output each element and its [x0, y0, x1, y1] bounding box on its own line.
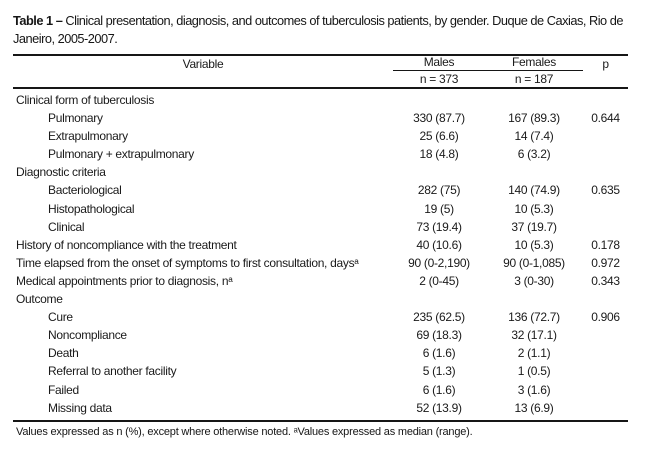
p-value [583, 163, 628, 181]
table-row [13, 290, 628, 308]
page [13, 12, 631, 439]
data-table [13, 54, 628, 422]
row-label: Clinical form of tuberculosis [16, 93, 155, 107]
row-label: Referral to another facility [48, 364, 177, 379]
males-value: 25 (6.6) [419, 129, 459, 144]
females-value: 13 (6.9) [514, 400, 554, 415]
females-value [485, 163, 583, 181]
females-value: 140 (74.9) [508, 183, 560, 198]
row-label: Time elapsed from the onset of symptoms to first consultation, daysᵃ [16, 255, 359, 270]
males-value [393, 91, 485, 109]
table-row [13, 254, 628, 272]
males-value: 2 (0-45) [419, 273, 459, 288]
table-row [13, 344, 628, 362]
row-label: Extrapulmonary [48, 129, 128, 144]
males-value: 18 (4.8) [419, 147, 459, 162]
p-value [583, 145, 628, 163]
males-value: 40 (10.6) [416, 237, 462, 252]
males-value: 69 (18.3) [416, 328, 462, 343]
males-value: 6 (1.6) [422, 346, 456, 361]
females-value: 3 (1.6) [517, 382, 551, 397]
table-row [13, 181, 628, 199]
females-value [485, 290, 583, 308]
table-row [13, 91, 628, 109]
males-value: 235 (62.5) [413, 310, 465, 325]
males-value: 282 (75) [417, 183, 461, 198]
males-value: 19 (5) [424, 201, 454, 216]
females-value: 90 (0-1,085) [503, 255, 565, 270]
table-row [13, 109, 628, 127]
row-label: Medical appointments prior to diagnosis, nᵃ [16, 273, 233, 288]
p-value [583, 344, 628, 362]
table-row [13, 399, 628, 417]
row-label: History of noncompliance with the treatment [16, 237, 237, 252]
p-value [583, 381, 628, 399]
p-value [583, 326, 628, 344]
females-value: 14 (7.4) [514, 129, 554, 144]
females-value [485, 91, 583, 109]
caption-text: Clinical presentation, diagnosis, and outcomes of tuberculosis patients, by gender. Duque de Caxias, Rio de Janeiro, 2005-2007. [13, 13, 623, 46]
p-value: 0.635 [591, 183, 620, 198]
males-value [393, 163, 485, 181]
table-row [13, 200, 628, 218]
males-n-subheader: n = 373 [419, 72, 459, 86]
variable-column-header: Variable [182, 57, 224, 71]
females-n-subheader: n = 187 [514, 72, 554, 86]
males-value: 6 (1.6) [422, 382, 456, 397]
table-header [13, 54, 628, 89]
table-footnote: Values expressed as n (%), except where otherwise noted. ᵃValues expressed as median (range). [16, 425, 473, 438]
row-label: Outcome [16, 292, 63, 307]
males-value: 73 (19.4) [416, 219, 462, 234]
males-value: 52 (13.9) [416, 400, 462, 415]
p-value [583, 218, 628, 236]
table-row [13, 127, 628, 145]
row-label: Death [48, 346, 79, 361]
row-label: Missing data [48, 400, 112, 415]
females-value: 10 (5.3) [514, 201, 554, 216]
p-value: 0.906 [591, 310, 620, 325]
p-value: 0.343 [591, 273, 620, 288]
table-row [13, 272, 628, 290]
p-value [583, 362, 628, 380]
table-row [13, 362, 628, 380]
females-value: 32 (17.1) [511, 328, 557, 343]
table-row [13, 381, 628, 399]
row-label: Pulmonary + extrapulmonary [48, 147, 194, 162]
p-value [583, 127, 628, 145]
p-value: 0.644 [591, 111, 620, 126]
table-row [13, 308, 628, 326]
p-value [583, 91, 628, 109]
row-label: Histopathological [48, 201, 135, 216]
p-column-header: p [602, 57, 609, 71]
table-row [13, 145, 628, 163]
row-label: Cure [48, 310, 73, 325]
caption-number: Table 1 – [13, 13, 63, 28]
row-label: Pulmonary [48, 111, 103, 126]
females-value: 136 (72.7) [508, 310, 560, 325]
females-value: 167 (89.3) [508, 111, 560, 126]
males-value: 5 (1.3) [422, 364, 456, 379]
males-column-header: Males [393, 55, 485, 71]
p-value [583, 290, 628, 308]
males-value [393, 290, 485, 308]
table-row [13, 163, 628, 181]
females-value: 10 (5.3) [514, 237, 554, 252]
table-row [13, 218, 628, 236]
row-label: Clinical [48, 219, 85, 234]
row-label: Noncompliance [48, 328, 127, 343]
females-value: 2 (1.1) [517, 346, 551, 361]
p-value [583, 399, 628, 417]
females-value: 37 (19.7) [511, 219, 557, 234]
females-value: 1 (0.5) [517, 364, 551, 379]
table-row [13, 326, 628, 344]
p-value: 0.178 [591, 237, 620, 252]
males-value: 90 (0-2,190) [408, 255, 470, 270]
females-value: 3 (0-30) [514, 273, 554, 288]
p-value: 0.972 [591, 255, 620, 270]
row-label: Failed [48, 382, 79, 397]
table-caption [13, 12, 631, 47]
p-value [583, 200, 628, 218]
females-value: 6 (3.2) [517, 147, 551, 162]
row-label: Diagnostic criteria [16, 165, 106, 180]
row-label: Bacteriological [48, 183, 122, 198]
table-row [13, 236, 628, 254]
table-body [13, 89, 628, 422]
males-value: 330 (87.7) [413, 111, 465, 126]
females-column-header: Females [485, 55, 583, 71]
